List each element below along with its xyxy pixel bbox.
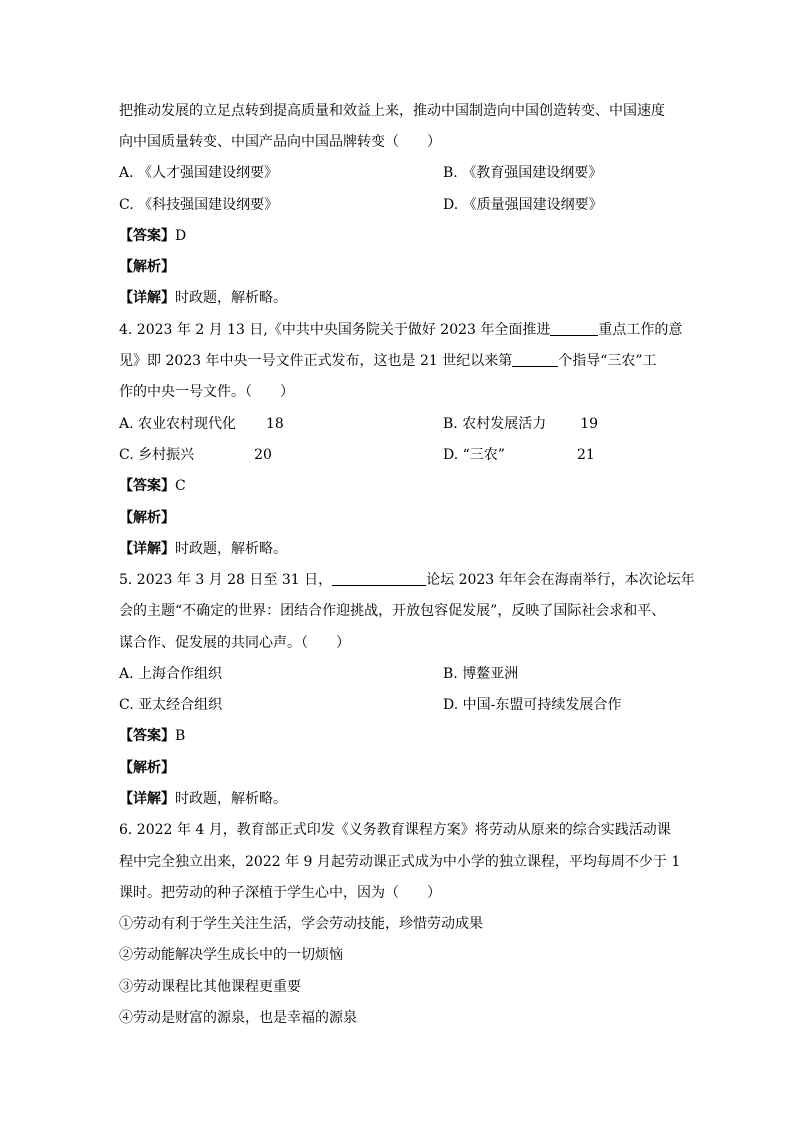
q3-option-d: D. 《质量强国建设纲要》 (443, 197, 603, 213)
q4-stem-line2 (119, 350, 679, 372)
detail-text: 时政题，解析略。 (175, 791, 287, 807)
q3-stem-line1: 把推动发展的立足点转到提高质量和效益上来，推动中国制造向中国创造转变、中国速度 (119, 103, 665, 119)
option-text: C. 乡村振兴 (119, 447, 195, 463)
q5-stem-line1 (119, 569, 695, 591)
q5-option-d: D. 中国-东盟可持续发展合作 (443, 697, 622, 713)
q4-stem-line1 (119, 319, 683, 341)
q4-analysis-label: 【解析】 (119, 510, 175, 526)
q6-stem-line2: 程中完全独立出来，2022 年 9 月起劳动课正式成为中小学的独立课程，平均每周不少于 1 (119, 854, 681, 870)
option-number: 18 (266, 416, 284, 432)
q5-stem-line3: 谋合作、促发展的共同心声。（ ） (119, 635, 350, 651)
option-text: A. 农业农村现代化 (119, 416, 237, 432)
q3-option-a: A. 《人才强国建设纲要》 (119, 165, 279, 181)
detail-text: 时政题，解析略。 (175, 290, 287, 306)
option-number: 20 (254, 447, 272, 463)
q4-option-c (119, 444, 272, 466)
answer-value: C (175, 478, 186, 494)
fill-blank (332, 571, 426, 586)
q5-stem-line2: 会的主题“不确定的世界：团结合作迎挑战，开放包容促发展”，反映了国际社会求和平、 (119, 603, 666, 619)
q5-option-a: A. 上海合作组织 (119, 666, 223, 682)
q3-analysis-label: 【解析】 (119, 259, 175, 275)
q6-item-1: ①劳动有利于学生关注生活，学会劳动技能，珍惜劳动成果 (119, 916, 483, 932)
q6-item-4: ④劳动是财富的源泉，也是幸福的源泉 (119, 1010, 357, 1026)
option-text: B. 农村发展活力 (443, 416, 547, 432)
q6-item-2: ②劳动能解决学生成长中的一切烦恼 (119, 947, 343, 963)
answer-label: 【答案】 (119, 478, 175, 494)
q4-stem-part: 个指导“三农”工 (558, 353, 657, 369)
answer-label: 【答案】 (119, 728, 175, 744)
q5-stem-part: 5. 2023 年 3 月 28 日至 31 日， (119, 572, 333, 588)
q3-option-b: B. 《教育强国建设纲要》 (443, 165, 603, 181)
q4-option-d (443, 444, 595, 466)
fill-blank (512, 352, 558, 367)
detail-text: 时政题，解析略。 (175, 541, 287, 557)
q4-option-b (443, 413, 598, 435)
detail-label: 【详解】 (119, 791, 175, 807)
q3-option-c: C. 《科技强国建设纲要》 (119, 197, 279, 213)
answer-value: D (175, 228, 187, 244)
answer-label: 【答案】 (119, 228, 175, 244)
q4-option-a (119, 413, 284, 435)
q5-option-b: B. 博鳌亚洲 (443, 666, 519, 682)
q5-answer (119, 725, 679, 747)
q3-answer (119, 225, 679, 247)
q6-stem-line3: 课时。把劳动的种子深植于学生心中，因为（ ） (119, 885, 441, 901)
q6-stem-line1: 6. 2022 年 4 月，教育部正式印发《义务教育课程方案》将劳动从原来的综合实践活动课 (119, 822, 671, 838)
q5-stem-part: 论坛 2023 年年会在海南举行，本次论坛年 (426, 572, 695, 588)
q6-item-3: ③劳动课程比其他课程更重要 (119, 979, 301, 995)
q5-option-c: C. 亚太经合组织 (119, 697, 223, 713)
q4-detail (119, 538, 679, 560)
fill-blank (550, 321, 598, 336)
detail-label: 【详解】 (119, 541, 175, 557)
q3-stem-line2: 向中国质量转变、中国产品向中国品牌转变（ ） (119, 134, 441, 150)
q5-analysis-label: 【解析】 (119, 760, 175, 776)
detail-label: 【详解】 (119, 290, 175, 306)
q4-stem-part: 4. 2023 年 2 月 13 日,《中共中央国务院关于做好 2023 年全面推进 (119, 322, 551, 338)
q3-detail (119, 287, 679, 309)
option-number: 19 (580, 416, 599, 432)
option-number: 21 (576, 447, 595, 463)
answer-value: B (175, 728, 186, 744)
q4-answer (119, 475, 679, 497)
q5-detail (119, 788, 679, 810)
q4-stem-part: 重点工作的意 (598, 322, 683, 338)
q4-stem-line3: 作的中央一号文件。（ ） (119, 384, 294, 400)
option-text: D. “三农” (443, 447, 505, 463)
q4-stem-part: 见》即 2023 年中央一号文件正式发布，这也是 21 世纪以来第 (119, 353, 513, 369)
